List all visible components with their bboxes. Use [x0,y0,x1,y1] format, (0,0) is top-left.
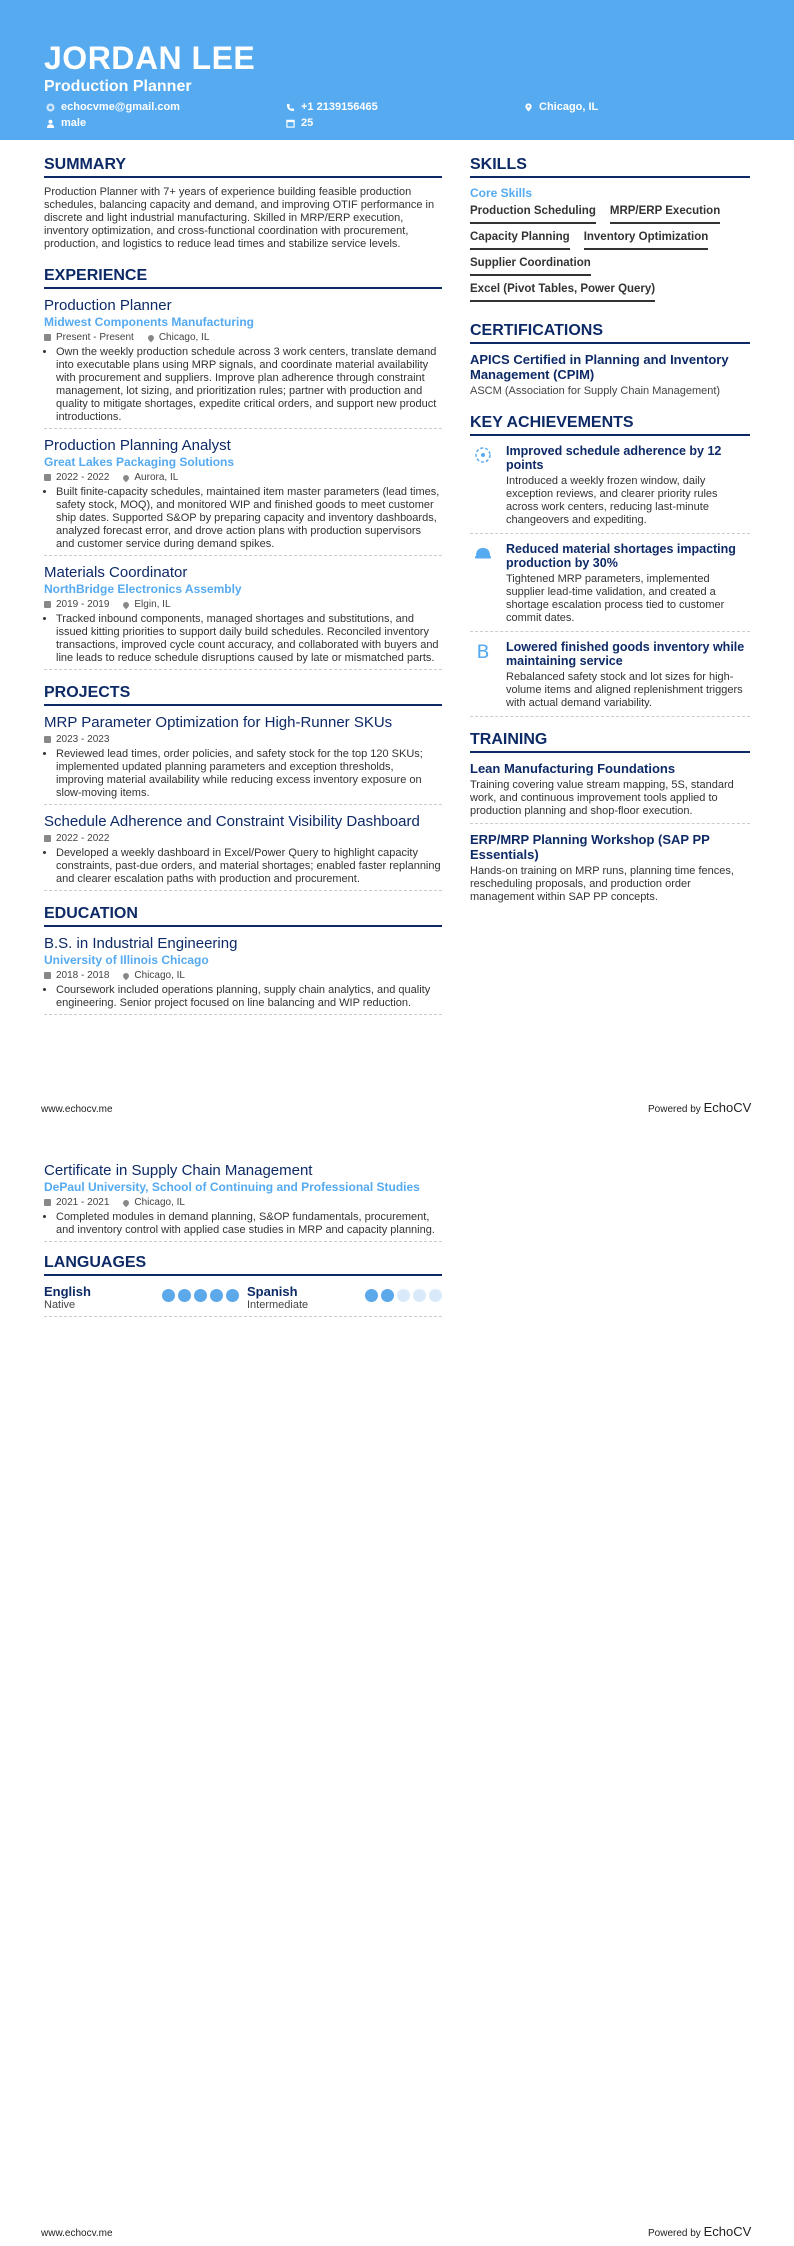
degree-title: Certificate in Supply Chain Management [44,1162,313,1179]
projects-section [44,684,442,891]
achievements-section [470,414,750,717]
contact-gender [46,116,86,130]
languages-section [44,1254,442,1317]
training-item [470,761,750,824]
language-rating [365,1289,442,1302]
job-meta [44,471,442,484]
skill-tag: Supplier Coordination [470,256,591,276]
job-description: • Own the weekly production schedule across 3 work centers, translate demand into executable plans using MRP signals, and coordinate material availability with procurement and suppliers. Improve plan adherence through constraint management, lot sizing, and prioritization rules; partner with production and quality to mitigate shortages, expedite critical orders, and support new product introductions. [56,346,442,424]
location-pin-icon [122,971,130,979]
candidate-name: JORDAN LEE [44,40,256,76]
job-description: • Built finite-capacity schedules, maintained item master parameters (lead times, safety stock, MOQ), and monitored WIP and finished goods to meet customer ship dates. Supported S&OP by preparing capacity and inventory dashboards, analyzed forecast error, and drove action plans with production supervisors and customer service during demand spikes. [56,486,442,551]
project-entry [44,813,442,891]
footer-url[interactable]: www.echocv.me [41,1104,113,1115]
right-column [470,156,750,904]
languages-heading: LANGUAGES [44,1254,442,1276]
skill-tag: MRP/ERP Execution [610,204,720,224]
certifications-heading: CERTIFICATIONS [470,322,750,344]
education-section [44,905,442,1015]
education-dates: 2021 - 2021 [56,1197,110,1208]
rating-dot [365,1289,378,1302]
achievement-item [470,542,750,632]
brand-logo: EchoCV [703,1100,752,1115]
company-name: Great Lakes Packaging Solutions [44,455,235,469]
job-title: Production Planner [44,297,172,314]
education-description: • Completed modules in demand planning, S&OP fundamentals, procurement, and inventory control with applied case studies in MRP and capacity planning. [56,1211,442,1237]
calendar-icon [44,1199,51,1206]
experience-heading: EXPERIENCE [44,267,442,289]
job-location: Chicago, IL [158,332,210,343]
project-description: • Developed a weekly dashboard in Excel/Power Query to highlight capacity constraints, past-due orders, and material shortages; enabled faster replanning and clearer escalation paths with production and procurement. [56,847,442,886]
language-level: Native [44,1299,76,1311]
job-meta [44,331,442,344]
education-dates: 2018 - 2018 [56,970,110,981]
project-dates: 2023 - 2023 [56,734,110,745]
person-icon [46,119,55,128]
b-letter-icon: B [476,641,490,663]
location-pin-icon [147,333,155,341]
achievement-item [470,640,750,717]
contact-email[interactable] [46,100,180,114]
footer-powered [648,2226,751,2240]
footer-powered [648,1102,751,1116]
job-location: Elgin, IL [134,599,171,610]
skills-subheading: Core Skills [470,186,533,200]
skill-tag: Excel (Pivot Tables, Power Query) [470,282,655,302]
experience-entry [44,437,442,556]
languages-list [44,1284,442,1317]
education-entry [44,935,442,1015]
achievements-heading: KEY ACHIEVEMENTS [470,414,750,436]
calendar-icon [44,835,51,842]
achievement-title: Lowered finished goods inventory while maintaining service [506,640,745,668]
calendar-icon [286,119,295,128]
project-title: MRP Parameter Optimization for High-Runner SKUs [44,714,393,731]
language-name: English [44,1284,91,1299]
gender-text: male [61,117,87,129]
location-pin-icon [524,103,533,112]
projects-heading: PROJECTS [44,684,442,706]
skills-section [470,156,750,302]
left-column [44,156,442,1023]
education-heading: EDUCATION [44,905,442,927]
education-meta [44,1196,442,1209]
calendar-icon [44,334,51,341]
brand-logo: EchoCV [703,2224,752,2239]
email-text: echocvme@gmail.com [61,101,180,113]
school-name: University of Illinois Chicago [44,953,209,967]
certification-issuer: ASCM (Association for Supply Chain Management) [470,385,721,397]
age-text: 25 [301,117,314,129]
left-column-page-2 [44,1162,442,1317]
hard-hat-icon [474,544,492,562]
skill-tag: Capacity Planning [470,230,570,250]
rating-dot [397,1289,410,1302]
job-dates: 2022 - 2022 [56,472,110,483]
target-icon [474,446,492,464]
project-meta [44,832,442,845]
education-entry [44,1162,442,1242]
contact-location [524,100,598,114]
training-title: Lean Manufacturing Foundations [470,761,676,776]
degree-title: B.S. in Industrial Engineering [44,935,238,952]
language-name: Spanish [247,1284,298,1299]
company-name: Midwest Components Manufacturing [44,315,254,329]
phone-icon [286,103,295,112]
achievement-description: Introduced a weekly frozen window, daily exception reviews, and clearer priority rules across work centers, reducing last-minute changeovers and expediting. [506,475,718,526]
calendar-icon [44,736,51,743]
education-meta [44,969,442,982]
contact-age [286,116,313,130]
skill-tag: Inventory Optimization [584,230,709,250]
school-name: DePaul University, School of Continuing and Professional Studies [44,1180,420,1194]
location-pin-icon [122,600,130,608]
skills-heading: SKILLS [470,156,750,178]
rating-dot [429,1289,442,1302]
summary-heading: SUMMARY [44,156,442,178]
candidate-title: Production Planner [44,78,192,95]
language-item [44,1284,239,1312]
location-pin-icon [122,1198,130,1206]
rating-dot [210,1289,223,1302]
achievement-title: Reduced material shortages impacting production by 30% [506,542,736,570]
rating-dot [194,1289,207,1302]
project-description: • Reviewed lead times, order policies, and safety stock for the top 120 SKUs; implemented updated planning parameters and exception thresholds, improving material availability while reducing excess inventory exposure on slow-moving items. [56,748,442,800]
education-description: • Coursework included operations planning, supply chain analytics, and quality engineering. Senior project focused on line balancing and WIP reduction. [56,984,442,1010]
rating-dot [381,1289,394,1302]
resume-header [0,0,794,140]
language-rating [162,1289,239,1302]
achievement-description: Rebalanced safety stock and lot sizes for high-volume items and aligned replenishment triggers with actual demand variability. [506,671,743,709]
training-heading: TRAINING [470,731,750,753]
training-title: ERP/MRP Planning Workshop (SAP PP Essentials) [470,832,710,862]
job-title: Materials Coordinator [44,564,188,581]
job-meta [44,598,442,611]
training-description: Training covering value stream mapping, 5S, standard work, and continuous improvement tools applied to production planning and shop-floor execution. [470,779,734,817]
certification-title: APICS Certified in Planning and Inventory Management (CPIM) [470,352,729,382]
job-description: • Tracked inbound components, managed shortages and substitutions, and issued kitting priorities to support daily build schedules. Reconciled inventory transactions, improved cycle count accuracy, and collaborated with buyers and line leads to reduce schedule disruptions caused by late or mismatched parts. [56,613,442,665]
company-name: NorthBridge Electronics Assembly [44,582,242,596]
calendar-icon [44,972,51,979]
project-dates: 2022 - 2022 [56,833,110,844]
language-level: Intermediate [247,1299,309,1311]
certifications-section [470,322,750,398]
calendar-icon [44,601,51,608]
skills-list [470,204,750,302]
language-item [247,1284,442,1312]
calendar-icon [44,474,51,481]
rating-dot [162,1289,175,1302]
experience-section [44,267,442,670]
at-icon [46,103,55,112]
training-description: Hands-on training on MRP runs, planning time fences, rescheduling proposals, and production order management within SAP PP concepts. [470,865,734,903]
rating-dot [178,1289,191,1302]
achievement-item [470,444,750,534]
training-section [470,731,750,904]
achievement-description: Tightened MRP parameters, implemented supplier lead-time validation, and created a shortage escalation process tied to customer commit dates. [506,573,725,624]
experience-entry [44,297,442,429]
job-title: Production Planning Analyst [44,437,231,454]
location-pin-icon [122,473,130,481]
summary-section [44,156,442,251]
footer-url[interactable]: www.echocv.me [41,2228,113,2239]
project-meta [44,733,442,746]
summary-text: Production Planner with 7+ years of experience building feasible production schedules, balancing capacity and demand, and improving OTIF performance in discrete and light industrial manufacturing. Skilled in MRP/ERP execution, inventory optimization, and cross-functional coordination with procurement, production, and logistics to reduce lead times and stabilize service levels. [44,186,435,250]
achievement-title: Improved schedule adherence by 12 points [506,444,722,472]
job-dates: Present - Present [56,332,134,343]
powered-by-text: Powered by [648,1104,701,1115]
job-dates: 2019 - 2019 [56,599,110,610]
rating-dot [226,1289,239,1302]
project-title: Schedule Adherence and Constraint Visibility Dashboard [44,813,420,830]
contact-phone[interactable] [286,100,378,114]
project-entry [44,714,442,805]
education-location: Chicago, IL [134,1197,185,1208]
rating-dot [413,1289,426,1302]
job-location: Aurora, IL [134,472,179,483]
powered-by-text: Powered by [648,2228,701,2239]
location-text: Chicago, IL [539,101,599,113]
phone-text: +1 2139156465 [301,101,378,113]
training-item [470,832,750,904]
education-location: Chicago, IL [134,970,185,981]
experience-entry [44,564,442,670]
skill-tag: Production Scheduling [470,204,596,224]
